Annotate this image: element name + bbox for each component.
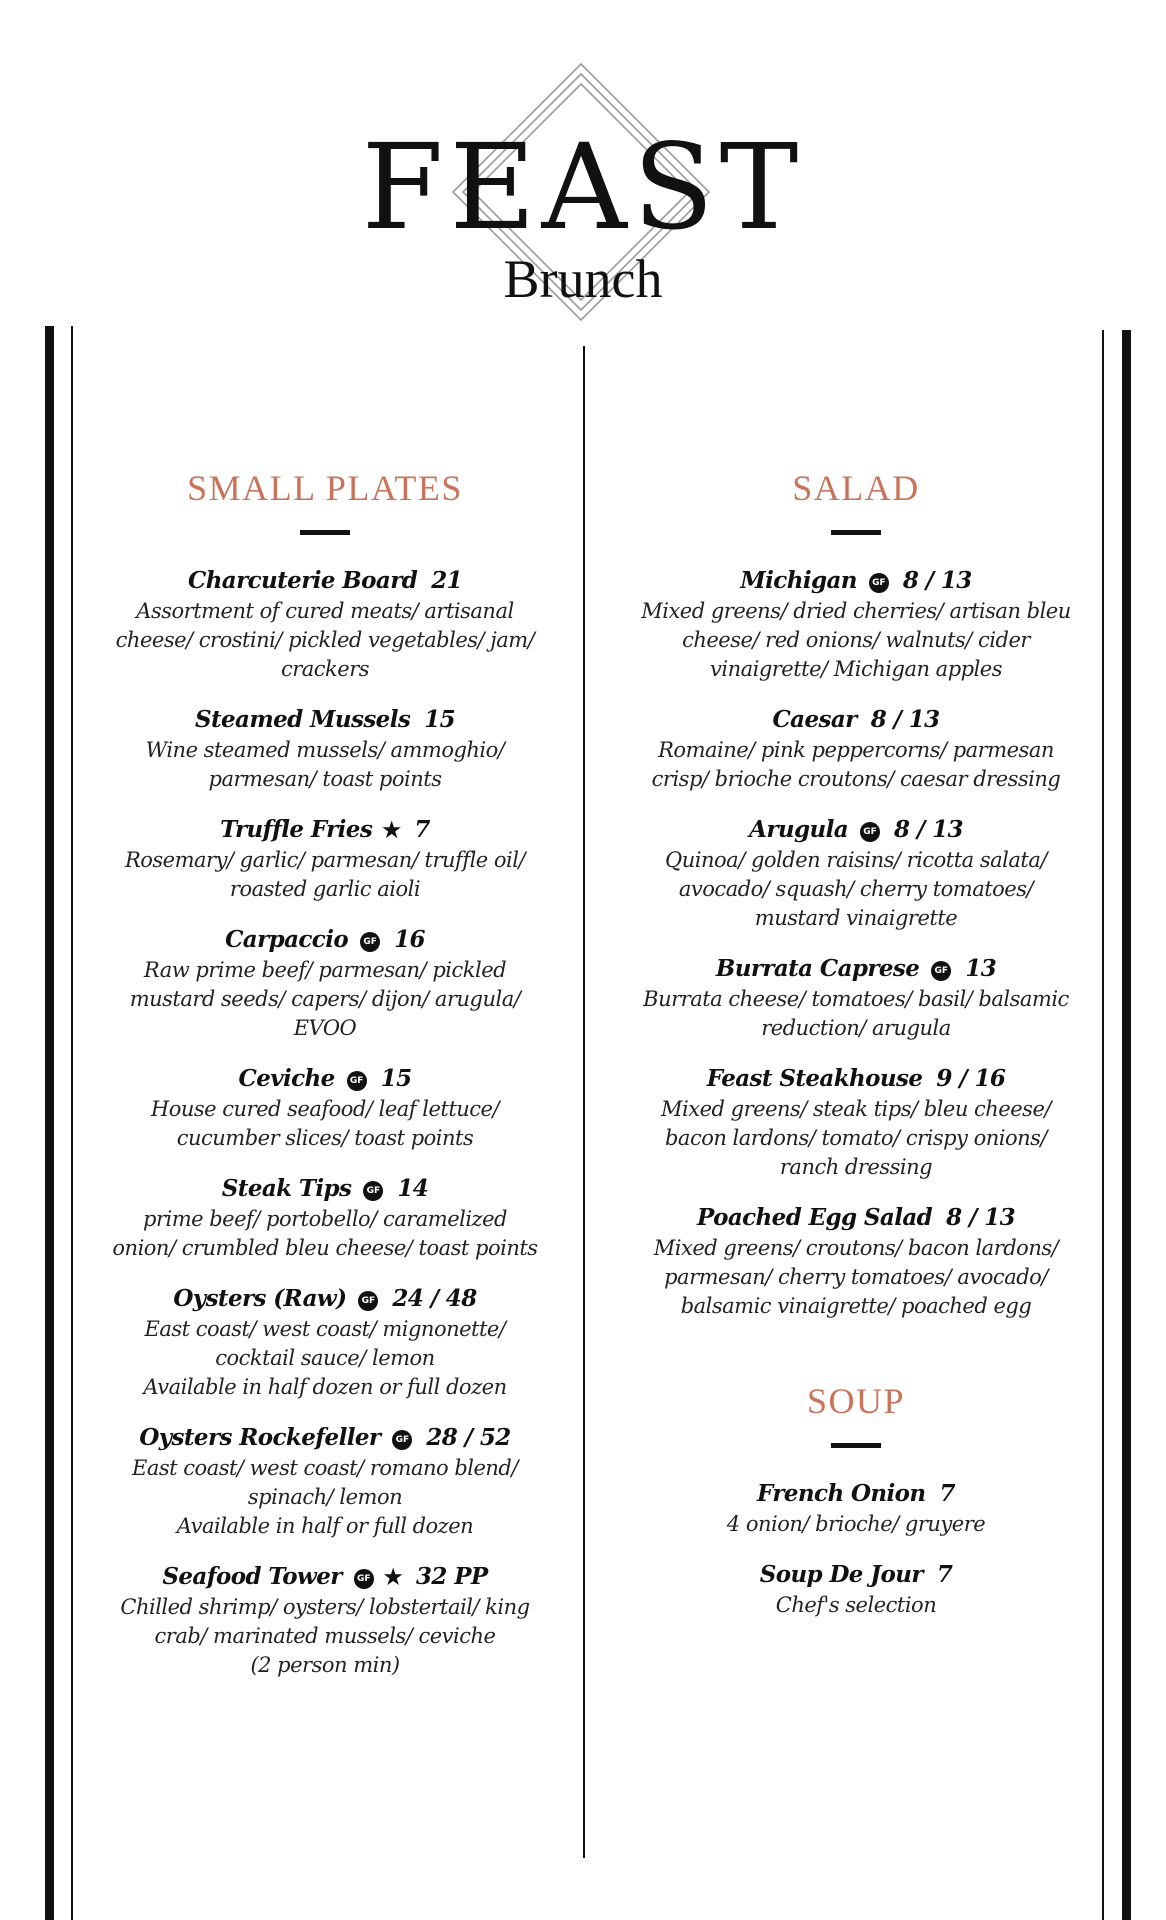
menu-item <box>90 1422 560 1541</box>
item-description-line: crab/ marinated mussels/ ceviche <box>154 1624 496 1648</box>
item-name: Feast Steakhouse <box>706 1065 923 1092</box>
item-description-line: cocktail sauce/ lemon <box>215 1346 435 1370</box>
item-description-line: mustard vinaigrette <box>754 906 958 930</box>
item-price: 32 PP <box>416 1563 488 1590</box>
item-description-line: spinach/ lemon <box>247 1485 403 1509</box>
item-name: Michigan <box>740 567 857 594</box>
right-border-thick <box>1122 330 1131 1920</box>
item-description-line: prime beef/ portobello/ caramelized <box>143 1207 507 1231</box>
gluten-free-icon: GF <box>360 932 380 952</box>
menu-item <box>90 1173 560 1263</box>
item-description-line: Chilled shrimp/ oysters/ lobstertail/ king <box>120 1595 530 1619</box>
menu-item-header <box>610 704 1102 736</box>
left-border-thin <box>71 326 73 1920</box>
menu-item-header <box>90 1063 560 1095</box>
item-name: Seafood Tower <box>162 1563 342 1590</box>
item-price: 28 / 52 <box>426 1424 511 1451</box>
item-description-line: cheese/ crostini/ pickled vegetables/ jam/ <box>115 628 535 652</box>
menu-item <box>610 704 1102 794</box>
soup-section <box>610 1379 1102 1620</box>
item-price: 7 <box>939 1480 955 1507</box>
item-description-line: House cured seafood/ leaf lettuce/ <box>150 1097 500 1121</box>
gluten-free-icon: GF <box>354 1569 374 1589</box>
item-description-line: Available in half or full dozen <box>176 1514 474 1538</box>
item-description-line: onion/ crumbled bleu cheese/ toast points <box>112 1236 538 1260</box>
item-description-line: 4 onion/ brioche/ gruyere <box>726 1512 986 1536</box>
menu-item-header <box>90 1422 560 1454</box>
menu-header <box>0 0 1166 330</box>
menu-item <box>610 1063 1102 1182</box>
menu-item <box>90 1063 560 1153</box>
item-price: 7 <box>414 816 430 843</box>
star-icon: ★ <box>382 817 401 842</box>
menu-item-header <box>90 1561 560 1593</box>
gluten-free-icon: GF <box>869 573 889 593</box>
item-description-line: reduction/ arugula <box>761 1016 951 1040</box>
brand-subtitle: Brunch <box>503 249 663 309</box>
menu-item-header <box>610 814 1102 846</box>
menu-item <box>90 565 560 684</box>
item-description-line: Available in half dozen or full dozen <box>143 1375 507 1399</box>
item-description-line: Mixed greens/ dried cherries/ artisan bleu <box>641 599 1071 623</box>
item-description-line: East coast/ west coast/ mignonette/ <box>144 1317 506 1341</box>
menu-item <box>610 1559 1102 1620</box>
menu-item <box>610 1202 1102 1321</box>
item-description-line: (2 person min) <box>250 1653 400 1677</box>
item-price: 15 <box>380 1065 412 1092</box>
left-border-thick <box>45 326 54 1920</box>
item-description-line: EVOO <box>293 1016 357 1040</box>
menu-item-header <box>610 1063 1102 1095</box>
small-plates-section <box>90 466 560 1700</box>
item-description-line: mustard seeds/ capers/ dijon/ arugula/ <box>129 987 521 1011</box>
item-description-line: parmesan/ toast points <box>208 767 442 791</box>
menu-item <box>90 1561 560 1680</box>
menu-item-header <box>90 814 560 846</box>
item-description-line: Mixed greens/ croutons/ bacon lardons/ <box>653 1236 1059 1260</box>
item-price: 9 / 16 <box>936 1065 1006 1092</box>
menu-item <box>90 814 560 904</box>
gluten-free-icon: GF <box>347 1071 367 1091</box>
menu-item-header <box>90 1283 560 1315</box>
menu-item-header <box>90 704 560 736</box>
item-description-line: Assortment of cured meats/ artisanal <box>136 599 514 623</box>
menu-item <box>90 924 560 1043</box>
menu-item <box>610 1478 1102 1539</box>
item-description-line: cheese/ red onions/ walnuts/ cider <box>682 628 1030 652</box>
menu-item <box>610 565 1102 684</box>
item-description-line: crackers <box>280 657 370 681</box>
item-description-line: cucumber slices/ toast points <box>176 1126 474 1150</box>
section-divider <box>831 530 881 535</box>
gluten-free-icon: GF <box>392 1430 412 1450</box>
item-name: Caesar <box>772 706 857 733</box>
section-title-salad: SALAD <box>792 468 920 508</box>
menu-item-header <box>610 953 1102 985</box>
gluten-free-icon: GF <box>860 822 880 842</box>
item-description-line: bacon lardons/ tomato/ crispy onions/ <box>664 1126 1047 1150</box>
salad-section <box>610 466 1102 1321</box>
item-name: Poached Egg Salad <box>697 1204 933 1231</box>
column-divider <box>583 346 585 1858</box>
menu-item-list <box>610 1478 1102 1620</box>
section-title-small-plates: SMALL PLATES <box>187 468 463 508</box>
item-price: 13 <box>965 955 997 982</box>
item-name: Charcuterie Board <box>187 567 418 594</box>
item-description-line: balsamic vinaigrette/ poached egg <box>680 1294 1032 1318</box>
right-border-thin <box>1102 330 1104 1920</box>
item-price: 15 <box>424 706 456 733</box>
item-description-line: Chef's selection <box>775 1593 937 1617</box>
section-title-soup: SOUP <box>806 1381 906 1421</box>
menu-item <box>610 953 1102 1043</box>
item-description-line: Romaine/ pink peppercorns/ parmesan <box>658 738 1054 762</box>
item-name: Arugula <box>749 816 849 843</box>
item-description-line: Wine steamed mussels/ ammoghio/ <box>145 738 505 762</box>
item-description-line: parmesan/ cherry tomatoes/ avocado/ <box>664 1265 1048 1289</box>
menu-item-list <box>610 565 1102 1321</box>
menu-item <box>90 1283 560 1402</box>
item-name: Soup De Jour <box>759 1561 923 1588</box>
item-name: Burrata Caprese <box>715 955 920 982</box>
section-divider <box>300 530 350 535</box>
item-name: Steamed Mussels <box>194 706 411 733</box>
item-name: Truffle Fries <box>220 816 373 843</box>
menu-item <box>610 814 1102 933</box>
item-description-line: East coast/ west coast/ romano blend/ <box>132 1456 518 1480</box>
item-price: 8 / 13 <box>946 1204 1015 1231</box>
menu-item-header <box>610 1478 1102 1510</box>
menu-item-header <box>90 1173 560 1205</box>
item-name: French Onion <box>757 1480 926 1507</box>
item-description-line: vinaigrette/ Michigan apples <box>709 657 1003 681</box>
item-name: Oysters Rockefeller <box>139 1424 381 1451</box>
item-description-line: Burrata cheese/ tomatoes/ basil/ balsamic <box>643 987 1069 1011</box>
item-description-line: Rosemary/ garlic/ parmesan/ truffle oil/ <box>124 848 526 872</box>
item-name: Ceviche <box>238 1065 335 1092</box>
menu-item-header <box>610 1559 1102 1591</box>
menu-item-header <box>610 565 1102 597</box>
menu-item-list <box>90 565 560 1680</box>
menu-item <box>90 704 560 794</box>
item-price: 24 / 48 <box>392 1285 477 1312</box>
gluten-free-icon: GF <box>363 1181 383 1201</box>
section-divider <box>831 1443 881 1448</box>
gluten-free-icon: GF <box>358 1291 378 1311</box>
item-price: 8 / 13 <box>894 816 963 843</box>
star-icon: ★ <box>383 1564 402 1589</box>
menu-item-header <box>90 565 560 597</box>
item-price: 8 / 13 <box>902 567 972 594</box>
item-price: 14 <box>397 1175 429 1202</box>
item-name: Oysters (Raw) <box>173 1285 347 1312</box>
item-price: 7 <box>936 1561 953 1588</box>
item-description-line: crisp/ brioche croutons/ caesar dressing <box>651 767 1061 791</box>
brand-title: FEAST <box>361 118 805 256</box>
item-description-line: roasted garlic aioli <box>229 877 421 901</box>
item-description-line: Quinoa/ golden raisins/ ricotta salata/ <box>665 848 1047 872</box>
item-description-line: avocado/ squash/ cherry tomatoes/ <box>678 877 1034 901</box>
item-description-line: ranch dressing <box>779 1155 933 1179</box>
item-description-line: Raw prime beef/ parmesan/ pickled <box>143 958 507 982</box>
item-price: 8 / 13 <box>870 706 940 733</box>
salad-soup-column <box>610 466 1102 1640</box>
gluten-free-icon: GF <box>931 961 951 981</box>
item-description-line: Mixed greens/ steak tips/ bleu cheese/ <box>661 1097 1051 1121</box>
item-price: 21 <box>431 567 463 594</box>
menu-item-header <box>90 924 560 956</box>
item-price: 16 <box>394 926 425 953</box>
item-name: Steak Tips <box>221 1175 352 1202</box>
item-name: Carpaccio <box>225 926 349 953</box>
menu-item-header <box>610 1202 1102 1234</box>
